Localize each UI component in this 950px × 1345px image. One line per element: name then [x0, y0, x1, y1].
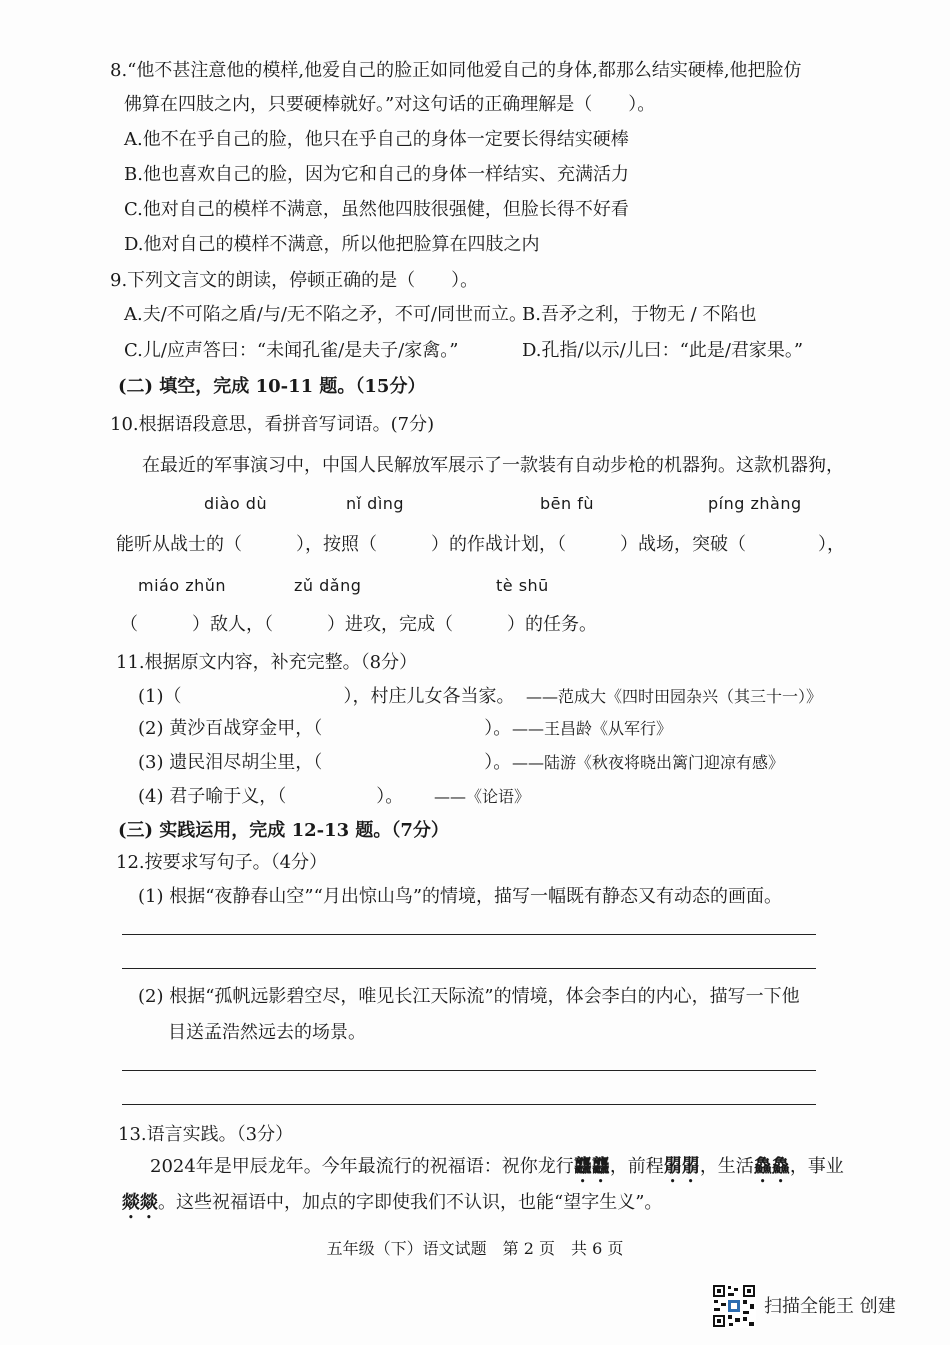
- q9-option-d: D.孔指/以示/儿曰：“此是/君家果。”: [522, 340, 804, 361]
- pinyin-niding: nǐ dìng: [346, 494, 405, 513]
- q11-item4: (4) 君子喻于义，（ ）。: [138, 786, 404, 807]
- q8-stem-line1: 8.“他不甚注意他的模样,他爱自己的脸正如同他爱自己的身体,都那么结实硬棒,他把脸仿: [110, 60, 802, 81]
- q10-line2: 能听从战士的（ ），按照（ ）的作战计划，（ ）战场，突破（ ），: [116, 534, 845, 555]
- page-footer: 五年级（下）语文试题 第 2 页 共 6 页: [326, 1239, 624, 1258]
- q11-item1: (1)（ ），村庄儿女各当家。: [138, 686, 515, 707]
- q13-text-b: ，前程: [609, 1156, 664, 1177]
- q12-stem: 12.按要求写句子。（4分）: [116, 852, 328, 873]
- q10-paragraph: 在最近的军事演习中，中国人民解放军展示了一款装有自动步枪的机器狗。这款机器狗，: [142, 455, 844, 476]
- q13-text-d: ，事业: [789, 1156, 844, 1177]
- q11-item3: (3) 遗民泪尽胡尘里，（ ）。: [138, 752, 512, 773]
- q10-line3: （ ）敌人，（ ）进攻，完成（ ）的任务。: [120, 614, 597, 635]
- q13-stem: 13.语言实践。（3分）: [118, 1124, 294, 1145]
- q12-sub1: (1) 根据“夜静春山空”“月出惊山鸟”的情境，描写一幅既有静态又有动态的画面。: [138, 886, 783, 907]
- q13-paragraph-line2: [122, 1190, 662, 1223]
- q11-item2: (2) 黄沙百战穿金甲，（ ）。: [138, 718, 512, 739]
- answer-line-3[interactable]: [122, 1070, 816, 1071]
- q11-item4-source: ——《论语》: [434, 787, 531, 806]
- watermark-text: 扫描全能王 创建: [764, 1296, 896, 1317]
- q12-sub2-line2: 目送孟浩然远去的场景。: [168, 1022, 366, 1043]
- q8-option-b: B.他也喜欢自己的脸，因为它和自己的身体一样结实、充满活力: [124, 164, 629, 185]
- q10-stem: 10.根据语段意思，看拼音写词语。(7分): [110, 414, 435, 435]
- word-yiyi: 燚燚: [122, 1192, 158, 1213]
- qr-code-icon: [712, 1284, 756, 1328]
- q13-text-c: ，生活: [699, 1156, 754, 1177]
- pinyin-pingzhang: píng zhàng: [708, 494, 802, 513]
- pinyin-teshu: tè shū: [496, 576, 549, 595]
- q8-stem-line2: 佛算在四肢之内，只要硬棒就好。”对这句话的正确理解是（ ）。: [124, 94, 656, 115]
- q8-option-a: A.他不在乎自己的脸，他只在乎自己的身体一定要长得结实硬棒: [124, 129, 629, 150]
- section-3-heading: (三) 实践运用，完成 12-13 题。（7分）: [118, 820, 449, 841]
- answer-line-1[interactable]: [122, 934, 816, 935]
- word-dada: 龘龘: [573, 1156, 610, 1177]
- q11-item2-source: ——王昌龄《从军行》: [512, 719, 673, 738]
- q13-text-e: 。这些祝福语中，加点的字即使我们不认识，也能“望字生义”。: [158, 1192, 663, 1213]
- q13-text-a: 2024年是甲辰龙年。今年最流行的祝福语：祝你龙行: [150, 1156, 574, 1177]
- answer-line-2[interactable]: [122, 968, 816, 969]
- pinyin-diaodu: diào dù: [204, 494, 268, 513]
- q11-stem: 11.根据原文内容，补充完整。（8分）: [116, 652, 418, 673]
- word-xianxian: 鱻鱻: [753, 1156, 790, 1177]
- pinyin-benfu: bēn fù: [540, 494, 594, 513]
- section-2-heading: (二) 填空，完成 10-11 题。（15分）: [118, 376, 426, 397]
- q9-option-c: C.儿/应声答曰：“未闻孔雀/是夫子/家禽。”: [124, 340, 459, 361]
- q11-item1-source: ——范成大《四时田园杂兴（其三十一）》: [526, 687, 823, 706]
- pinyin-miaozhun: miáo zhǔn: [138, 576, 227, 595]
- q9-option-b: B.吾矛之利，于物无 / 不陷也: [522, 304, 757, 325]
- q11-item3-source: ——陆游《秋夜将晓出篱门迎凉有感》: [512, 753, 785, 772]
- q9-option-a: A.夫/不可陷之盾/与/无不陷之矛，不可/同世而立。: [124, 304, 527, 325]
- q8-option-d: D.他对自己的模样不满意，所以他把脸算在四肢之内: [124, 234, 540, 255]
- q13-paragraph-line1: [150, 1154, 844, 1187]
- q8-option-c: C.他对自己的模样不满意，虽然他四肢很强健，但脸长得不好看: [124, 199, 629, 220]
- q12-sub2-line1: (2) 根据“孤帆远影碧空尽，唯见长江天际流”的情境，体会李白的内心，描写一下他: [138, 986, 800, 1007]
- pinyin-zudang: zǔ dǎng: [294, 576, 362, 595]
- q9-stem: 9.下列文言文的朗读，停顿正确的是（ ）。: [110, 270, 479, 291]
- answer-line-4[interactable]: [122, 1104, 816, 1105]
- word-langlang: 朤朤: [663, 1156, 700, 1177]
